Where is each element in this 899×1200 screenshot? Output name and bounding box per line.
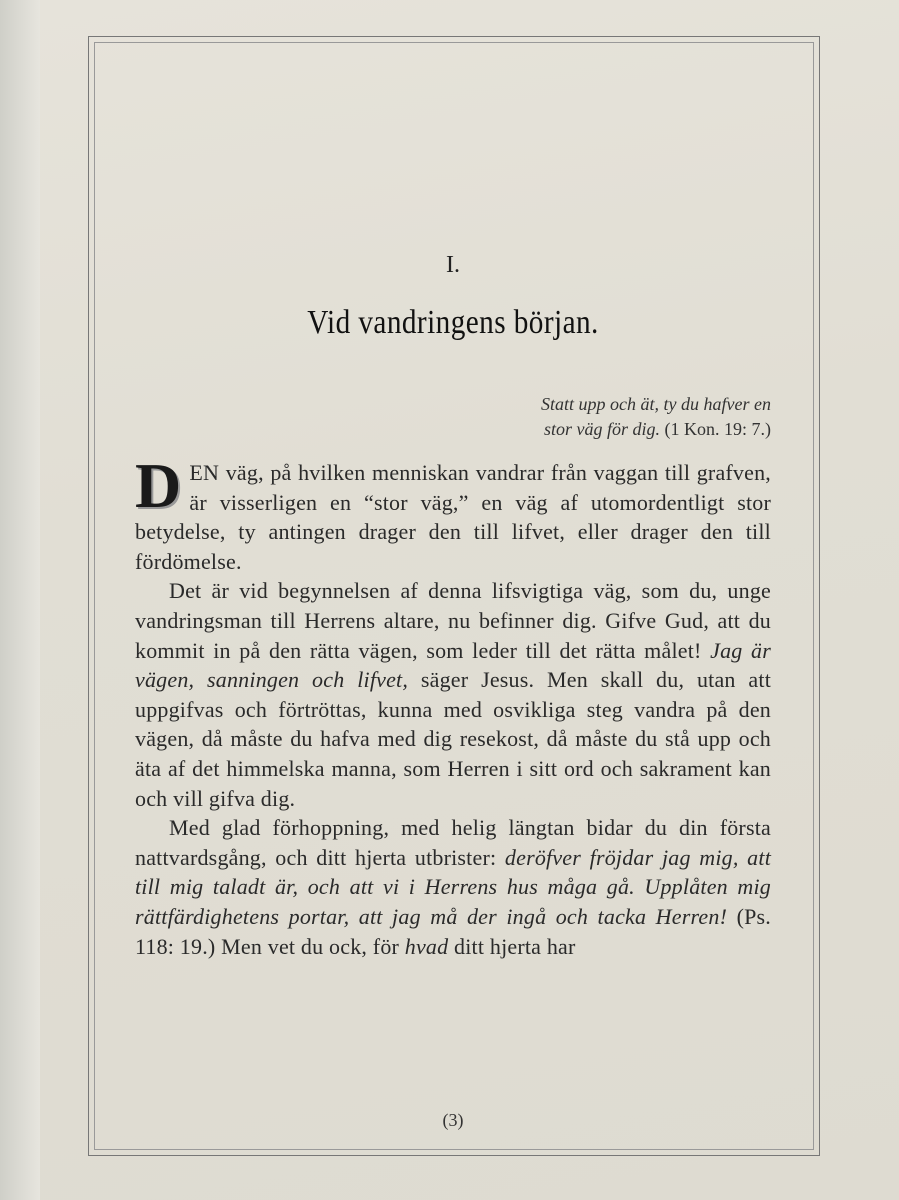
body-text xyxy=(135,450,772,961)
epigraph-quote-line2: stor väg för dig. xyxy=(543,419,660,439)
chapter-number: I. xyxy=(446,252,460,278)
paragraph-2-quote: Jag är vägen, sanningen och lifvet, xyxy=(135,637,771,693)
paragraph-3-emphasis: hvad xyxy=(404,933,449,959)
paragraph-2 xyxy=(135,576,771,813)
paragraph-3-text-a: Med glad förhoppning, med helig längtan bidar du din första nattvardsgång, och ditt hjerta utbrister: xyxy=(135,815,771,870)
drop-cap: D xyxy=(135,450,182,521)
paragraph-1-smallcaps: EN xyxy=(189,460,220,485)
epigraph-quote-line1: Statt upp och ät, ty du hafver en xyxy=(541,394,771,414)
paragraph-1-text: väg, på hvilken menniskan vandrar från vaggan till grafven, är visserligen en “stor väg,” en väg af utomordentligt stor betydelse, ty antingen drager den till lifvet, eller drager den till fördömelse. xyxy=(135,460,771,574)
paragraph-3-text-b: (Ps. 118: 19.) Men vet du ock, för xyxy=(135,903,771,959)
chapter-title: Vid vandringens början. xyxy=(307,304,599,341)
paragraph-2-text-a: Det är vid begynnelsen af denna lifsvigtiga väg, som du, unge vandringsman till Herrens altare, nu befinner dig. Gifve Gud, att du kommit in på den rätta vägen, som leder till det rätta målet! xyxy=(135,578,771,663)
page-number: (3) xyxy=(442,1110,464,1130)
paragraph-2-text-b: säger Jesus. Men skall du, utan att uppgifvas och förtröttas, kunna med osvikliga steg vandra på den vägen, då måste du hafva med dig resekost, då måste du stå upp och äta af det himmelska manna, som Herren i sitt ord och sakrament kan och vill gifva dig. xyxy=(135,667,771,811)
paragraph-3-text-c: ditt hjerta har xyxy=(448,933,576,959)
paragraph-3-quote: deröfver fröjdar jag mig, att till mig taladt är, och att vi i Herrens hus måga gå. Upplåten mig rättfärdighetens portar, att jag må der ingå och tacka Herren! xyxy=(135,844,772,929)
paragraph-1 xyxy=(135,450,771,576)
epigraph-reference: (1 Kon. 19: 7.) xyxy=(664,419,771,439)
paragraph-3 xyxy=(135,813,771,961)
epigraph xyxy=(351,392,771,442)
